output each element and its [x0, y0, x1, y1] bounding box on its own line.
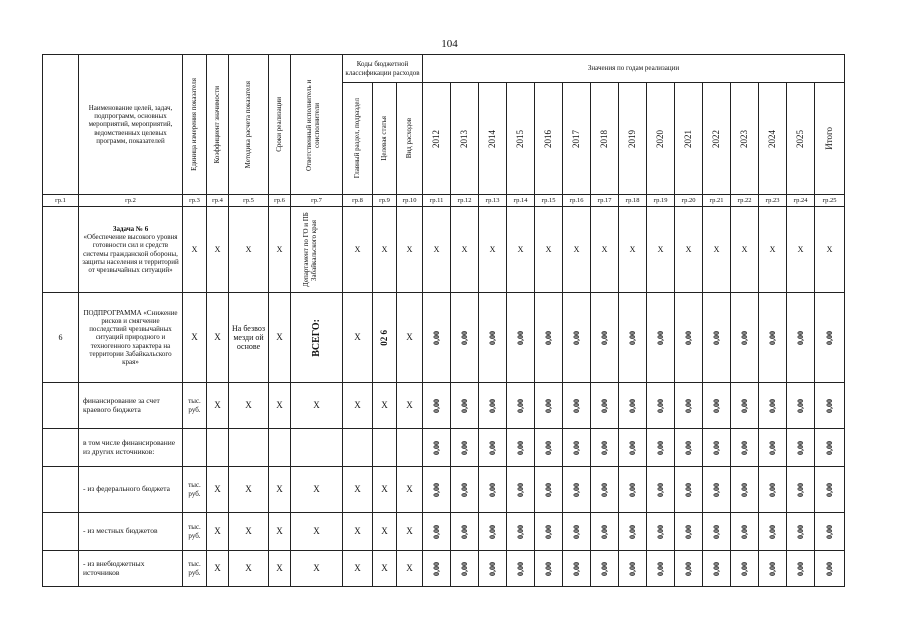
subprogram-mark: Х — [343, 293, 373, 383]
value-cell: 0,00 — [507, 513, 535, 551]
gr-label: гр.6 — [269, 195, 291, 207]
task-year-mark: Х — [675, 207, 703, 293]
value-cell: 0,00 — [591, 293, 619, 383]
row-mark: Х — [291, 467, 343, 513]
gr-label: гр.12 — [451, 195, 479, 207]
value-cell: 0,00 — [423, 513, 451, 551]
row-mark: Х — [269, 383, 291, 429]
value-cell: 0,00 — [815, 429, 845, 467]
gr-label: гр.8 — [343, 195, 373, 207]
task-title: Задача № 6 — [112, 225, 149, 234]
year-header-total: Итого — [815, 83, 845, 195]
funding-row — [43, 513, 845, 551]
value-cell: 0,00 — [731, 383, 759, 429]
funding-row — [43, 383, 845, 429]
subprogram-mark: Х — [183, 293, 207, 383]
value-cell: 0,00 — [591, 513, 619, 551]
header-method: Методика расчета показателя — [229, 55, 269, 195]
gr-label: гр.1 — [43, 195, 79, 207]
row-mark: Х — [373, 467, 397, 513]
value-cell: 0,00 — [535, 467, 563, 513]
row-name: - из местных бюджетов — [79, 513, 183, 551]
task-name — [79, 207, 183, 293]
value-cell: 0,00 — [731, 551, 759, 587]
value-cell: 0,00 — [451, 467, 479, 513]
row-unit — [183, 429, 207, 467]
row-num — [43, 551, 79, 587]
row-mark: Х — [207, 513, 229, 551]
value-cell: 0,00 — [619, 383, 647, 429]
row-num — [43, 467, 79, 513]
row-mark: Х — [229, 383, 269, 429]
value-cell: 0,00 — [451, 551, 479, 587]
value-cell: 0,00 — [479, 293, 507, 383]
value-cell: 0,00 — [451, 429, 479, 467]
value-cell: 0,00 — [815, 293, 845, 383]
value-cell: 0,00 — [675, 551, 703, 587]
row-mark: Х — [207, 551, 229, 587]
row-mark — [373, 429, 397, 467]
value-cell: 0,00 — [451, 293, 479, 383]
gr-label: гр.4 — [207, 195, 229, 207]
value-cell: 0,00 — [647, 513, 675, 551]
task-year-mark: Х — [423, 207, 451, 293]
task-year-mark: Х — [535, 207, 563, 293]
year-header: 2015 — [507, 83, 535, 195]
value-cell: 0,00 — [535, 429, 563, 467]
header-budget-codes: Коды бюджетной классификации расходов — [343, 55, 423, 83]
subprogram-title: ПОДПРОГРАММА «Снижение рисков и смягчение последствий чрезвычайных ситуаций природного и техногенного характера на территории Забайкальского края» — [79, 293, 183, 383]
gr-label: гр.25 — [815, 195, 845, 207]
row-mark: Х — [343, 551, 373, 587]
value-cell: 0,00 — [479, 551, 507, 587]
gr-label: гр.15 — [535, 195, 563, 207]
task-mark: Х — [343, 207, 373, 293]
header-unit: Единица измерения показателя — [183, 55, 207, 195]
value-cell: 0,00 — [591, 467, 619, 513]
row-mark: Х — [229, 513, 269, 551]
header-num — [43, 55, 79, 195]
funding-row — [43, 467, 845, 513]
header-expense-type: Вид расходов — [397, 83, 423, 195]
gr-label: гр.3 — [183, 195, 207, 207]
value-cell: 0,00 — [479, 383, 507, 429]
header-row-1 — [43, 55, 845, 83]
value-cell: 0,00 — [619, 467, 647, 513]
value-cell: 0,00 — [731, 467, 759, 513]
value-cell: 0,00 — [787, 383, 815, 429]
row-mark: Х — [269, 467, 291, 513]
task-num — [43, 207, 79, 293]
subprogram-num: 6 — [43, 293, 79, 383]
row-unit: тыс. руб. — [183, 467, 207, 513]
year-header: 2017 — [563, 83, 591, 195]
value-cell: 0,00 — [591, 383, 619, 429]
year-header: 2018 — [591, 83, 619, 195]
task-mark: Х — [229, 207, 269, 293]
value-cell: 0,00 — [647, 293, 675, 383]
value-cell: 0,00 — [703, 551, 731, 587]
task-text: «Обеспечение высокого уровня готовности сил и средств системы гражданской обороны, защиты населения и территорий от чрезвычайных ситуаций» — [82, 233, 179, 274]
row-name: финансирование за счет краевого бюджета — [79, 383, 183, 429]
row-mark — [207, 429, 229, 467]
row-mark — [343, 429, 373, 467]
value-cell: 0,00 — [507, 551, 535, 587]
value-cell: 0,00 — [535, 383, 563, 429]
value-cell: 0,00 — [591, 551, 619, 587]
row-mark: Х — [397, 467, 423, 513]
year-header: 2022 — [703, 83, 731, 195]
task-year-mark: Х — [731, 207, 759, 293]
year-header: 2024 — [759, 83, 787, 195]
row-mark — [229, 429, 269, 467]
task-year-mark: Х — [703, 207, 731, 293]
gr-label: гр.14 — [507, 195, 535, 207]
row-unit: тыс. руб. — [183, 551, 207, 587]
value-cell: 0,00 — [563, 551, 591, 587]
value-cell: 0,00 — [423, 551, 451, 587]
value-cell: 0,00 — [423, 383, 451, 429]
value-cell: 0,00 — [619, 429, 647, 467]
task-mark: Х — [397, 207, 423, 293]
row-mark: Х — [207, 467, 229, 513]
gr-label: гр.11 — [423, 195, 451, 207]
header-terms: Сроки реализации — [269, 55, 291, 195]
year-header: 2025 — [787, 83, 815, 195]
subprogram-row — [43, 293, 845, 383]
value-cell: 0,00 — [759, 551, 787, 587]
value-cell: 0,00 — [619, 293, 647, 383]
value-cell: 0,00 — [787, 293, 815, 383]
subprogram-target: 02 6 — [373, 293, 397, 383]
funding-row — [43, 551, 845, 587]
task-year-mark: Х — [479, 207, 507, 293]
value-cell: 0,00 — [787, 429, 815, 467]
year-header: 2020 — [647, 83, 675, 195]
task-year-mark: Х — [787, 207, 815, 293]
year-header: 2019 — [619, 83, 647, 195]
row-name: - из федерального бюджета — [79, 467, 183, 513]
value-cell: 0,00 — [535, 293, 563, 383]
row-num — [43, 513, 79, 551]
subprogram-mark: Х — [207, 293, 229, 383]
row-name: в том числе финансирование из других источников: — [79, 429, 183, 467]
group-number-row — [43, 195, 845, 207]
value-cell: 0,00 — [591, 429, 619, 467]
task-mark: Х — [373, 207, 397, 293]
row-mark: Х — [343, 467, 373, 513]
header-section: Главный раздел, подраздел — [343, 83, 373, 195]
task-year-mark: Х — [759, 207, 787, 293]
row-mark: Х — [343, 513, 373, 551]
header-values-by-year: Значения по годам реализации — [423, 55, 845, 83]
row-mark: Х — [291, 513, 343, 551]
value-cell: 0,00 — [675, 383, 703, 429]
row-name: - из внебюджетных источников — [79, 551, 183, 587]
value-cell: 0,00 — [731, 293, 759, 383]
row-mark: Х — [373, 513, 397, 551]
value-cell: 0,00 — [703, 467, 731, 513]
gr-label: гр.16 — [563, 195, 591, 207]
year-header: 2021 — [675, 83, 703, 195]
task-responsible: Департамент по ГО и ПБ Забайкальского края — [291, 207, 343, 293]
gr-label: гр.5 — [229, 195, 269, 207]
gr-label: гр.21 — [703, 195, 731, 207]
value-cell: 0,00 — [619, 551, 647, 587]
page-number: 104 — [441, 38, 458, 50]
value-cell: 0,00 — [563, 513, 591, 551]
header-name: Наименование целей, задач, подпрограмм, основных мероприятий, мероприятий, ведомственных целевых программ, показателей — [79, 55, 183, 195]
value-cell: 0,00 — [423, 293, 451, 383]
value-cell: 0,00 — [703, 513, 731, 551]
row-mark — [291, 429, 343, 467]
value-cell: 0,00 — [703, 429, 731, 467]
gr-label: гр.10 — [397, 195, 423, 207]
row-mark: Х — [343, 383, 373, 429]
row-mark: Х — [229, 467, 269, 513]
task-year-mark: Х — [591, 207, 619, 293]
row-mark: Х — [397, 551, 423, 587]
value-cell: 0,00 — [815, 467, 845, 513]
value-cell: 0,00 — [507, 383, 535, 429]
value-cell: 0,00 — [787, 467, 815, 513]
subprogram-mark: Х — [397, 293, 423, 383]
value-cell: 0,00 — [675, 467, 703, 513]
value-cell: 0,00 — [759, 383, 787, 429]
program-table — [42, 54, 845, 587]
row-mark: Х — [207, 383, 229, 429]
gr-label: гр.9 — [373, 195, 397, 207]
value-cell: 0,00 — [787, 513, 815, 551]
value-cell: 0,00 — [563, 293, 591, 383]
value-cell: 0,00 — [479, 429, 507, 467]
row-mark: Х — [269, 513, 291, 551]
value-cell: 0,00 — [451, 383, 479, 429]
year-header: 2023 — [731, 83, 759, 195]
gr-label: гр.13 — [479, 195, 507, 207]
task-year-mark: Х — [451, 207, 479, 293]
value-cell: 0,00 — [647, 383, 675, 429]
subprogram-mark: Х — [269, 293, 291, 383]
value-cell: 0,00 — [815, 383, 845, 429]
value-cell: 0,00 — [731, 513, 759, 551]
subprogram-method: На безвоз мезди ой основе — [229, 293, 269, 383]
row-unit: тыс. руб. — [183, 513, 207, 551]
gr-label: гр.22 — [731, 195, 759, 207]
value-cell: 0,00 — [759, 467, 787, 513]
value-cell: 0,00 — [507, 467, 535, 513]
value-cell: 0,00 — [647, 429, 675, 467]
gr-label: гр.23 — [759, 195, 787, 207]
gr-label: гр.18 — [619, 195, 647, 207]
funding-row — [43, 429, 845, 467]
value-cell: 0,00 — [563, 429, 591, 467]
row-mark: Х — [397, 513, 423, 551]
header-target: Целевая статья — [373, 83, 397, 195]
subprogram-total: ВСЕГО: — [291, 293, 343, 383]
gr-label: гр.7 — [291, 195, 343, 207]
year-header: 2012 — [423, 83, 451, 195]
task-year-mark: Х — [507, 207, 535, 293]
value-cell: 0,00 — [703, 383, 731, 429]
value-cell: 0,00 — [563, 383, 591, 429]
header-responsible: Ответственный исполнитель и соисполнители — [291, 55, 343, 195]
value-cell: 0,00 — [647, 467, 675, 513]
year-header: 2016 — [535, 83, 563, 195]
value-cell: 0,00 — [675, 429, 703, 467]
value-cell: 0,00 — [787, 551, 815, 587]
value-cell: 0,00 — [647, 551, 675, 587]
year-header: 2013 — [451, 83, 479, 195]
row-mark: Х — [373, 383, 397, 429]
value-cell: 0,00 — [759, 513, 787, 551]
value-cell: 0,00 — [507, 429, 535, 467]
row-mark — [269, 429, 291, 467]
gr-label: гр.17 — [591, 195, 619, 207]
task-year-mark: Х — [563, 207, 591, 293]
value-cell: 0,00 — [423, 467, 451, 513]
value-cell: 0,00 — [619, 513, 647, 551]
value-cell: 0,00 — [423, 429, 451, 467]
value-cell: 0,00 — [815, 551, 845, 587]
value-cell: 0,00 — [759, 293, 787, 383]
value-cell: 0,00 — [451, 513, 479, 551]
value-cell: 0,00 — [479, 467, 507, 513]
row-mark: Х — [269, 551, 291, 587]
value-cell: 0,00 — [563, 467, 591, 513]
year-header: 2014 — [479, 83, 507, 195]
gr-label: гр.20 — [675, 195, 703, 207]
value-cell: 0,00 — [535, 513, 563, 551]
value-cell: 0,00 — [815, 513, 845, 551]
gr-label: гр.24 — [787, 195, 815, 207]
value-cell: 0,00 — [759, 429, 787, 467]
row-mark — [397, 429, 423, 467]
task-mark: Х — [183, 207, 207, 293]
row-num — [43, 383, 79, 429]
value-cell: 0,00 — [535, 551, 563, 587]
task-year-mark: Х — [815, 207, 845, 293]
row-unit: тыс. руб. — [183, 383, 207, 429]
header-coef: Коэффициент значимости — [207, 55, 229, 195]
row-mark: Х — [291, 551, 343, 587]
gr-label: гр.19 — [647, 195, 675, 207]
value-cell: 0,00 — [675, 293, 703, 383]
row-num — [43, 429, 79, 467]
row-mark: Х — [229, 551, 269, 587]
task-year-mark: Х — [619, 207, 647, 293]
task-mark: Х — [207, 207, 229, 293]
row-mark: Х — [397, 383, 423, 429]
gr-label: гр.2 — [79, 195, 183, 207]
row-mark: Х — [373, 551, 397, 587]
task-row — [43, 207, 845, 293]
value-cell: 0,00 — [675, 513, 703, 551]
row-mark: Х — [291, 383, 343, 429]
value-cell: 0,00 — [479, 513, 507, 551]
value-cell: 0,00 — [703, 293, 731, 383]
task-mark: Х — [269, 207, 291, 293]
value-cell: 0,00 — [731, 429, 759, 467]
task-year-mark: Х — [647, 207, 675, 293]
value-cell: 0,00 — [507, 293, 535, 383]
